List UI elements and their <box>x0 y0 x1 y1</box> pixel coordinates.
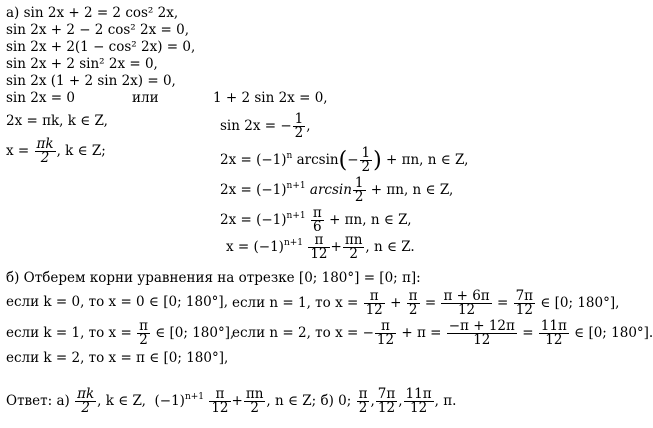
fraction <box>539 320 569 347</box>
expr: + πn, n ∈ Z, <box>386 152 469 168</box>
denominator: 12 <box>377 400 396 416</box>
arcsin-text: arcsin <box>292 152 339 168</box>
equation-text: sin 2x + 2 = 2 cos² 2x, <box>23 5 179 21</box>
denominator: 2 <box>361 159 371 175</box>
numerator: πn <box>344 232 363 248</box>
plus-sign: + <box>231 393 243 409</box>
numerator: 11π <box>540 318 567 334</box>
expr: 2x = (−1) <box>220 152 287 168</box>
denominator: 2 <box>139 332 148 348</box>
fraction <box>360 147 373 174</box>
denominator: 2 <box>408 302 418 318</box>
case-k2: если k = 2, то x = π ∈ [0; 180°], <box>6 350 229 366</box>
denominator: 6 <box>313 219 322 235</box>
case-k0: если k = 0, то x = 0 ∈ [0; 180°], <box>6 294 228 310</box>
line-r3: $2x = (-1)^n$ arcsin(− $\frac{1}{2}$ ) + πn, n ∈ Z, <box>220 145 469 175</box>
denominator: 12 <box>376 332 395 348</box>
denominator: 2 <box>294 125 304 141</box>
line-a7: 2x = πk, k ∈ Z, <box>6 113 108 129</box>
numerator: π <box>209 388 230 402</box>
case-n2 <box>232 320 653 347</box>
superscript: n+1 <box>286 181 306 191</box>
part-b-label: б) 0; <box>320 393 352 409</box>
fraction <box>357 388 370 415</box>
numerator: 1 <box>294 111 304 127</box>
line-a5: sin 2x (1 + 2 sin 2x) = 0, <box>6 73 176 89</box>
line-a1 <box>6 5 178 21</box>
plus-sign: + <box>390 295 402 311</box>
numerator: πk <box>77 386 95 402</box>
line-r4 <box>220 177 453 204</box>
fraction <box>514 290 535 317</box>
denominator: 2 <box>358 400 368 416</box>
case-n1 <box>232 290 619 317</box>
case-k1 <box>6 320 234 347</box>
fraction <box>375 320 396 347</box>
plus-sign: + <box>330 239 342 255</box>
numerator: 7π <box>515 288 534 304</box>
fraction <box>364 290 385 317</box>
fraction <box>376 388 397 415</box>
numerator: πn <box>245 386 264 402</box>
denominator: 2 <box>40 150 50 166</box>
expr: + π = <box>401 325 442 341</box>
line-r1: 1 + 2 sin 2x = 0, <box>213 90 328 106</box>
superscript: n+1 <box>184 392 205 402</box>
fraction <box>311 207 324 234</box>
fraction <box>353 177 366 204</box>
line-a2: sin 2x + 2 − 2 cos² 2x = 0, <box>6 22 189 38</box>
line-a6: sin 2x = 0 <box>6 90 75 106</box>
denominator: 12 <box>409 400 428 416</box>
superscript: n <box>286 151 293 161</box>
fraction <box>404 388 434 415</box>
line-r5 <box>220 207 412 234</box>
expr: x = <box>6 143 30 159</box>
numerator: π <box>312 205 322 221</box>
expr: , k ∈ Z, <box>97 393 146 409</box>
expr: + πn, n ∈ Z, <box>329 212 412 228</box>
expr: , <box>306 118 311 134</box>
denominator: 12 <box>457 302 476 318</box>
expr: если n = 1, то x = <box>232 295 359 311</box>
expr: если n = 2, то x = − <box>232 325 374 341</box>
numerator: πk <box>36 136 54 152</box>
line-r2 <box>220 113 311 140</box>
line-a4: sin 2x + 2 sin² 2x = 0, <box>6 56 158 72</box>
arcsin-text: arcsin <box>305 182 352 198</box>
expr: ∈ [0; 180°], <box>540 295 620 311</box>
fraction <box>441 290 491 317</box>
expr: (−1) <box>154 393 185 409</box>
denominator: 2 <box>354 189 364 205</box>
expr: 2x = (−1) <box>220 212 287 228</box>
numerator: 1 <box>354 175 364 191</box>
fraction <box>407 290 420 317</box>
expr: x = (−1) <box>226 239 284 255</box>
numerator: π <box>364 290 385 304</box>
fraction <box>293 113 306 140</box>
numerator: 7π <box>377 386 396 402</box>
numerator: π + 6π <box>443 288 490 304</box>
part-a-label: а) <box>6 5 20 21</box>
numerator: 1 <box>361 145 371 161</box>
numerator: π <box>139 318 148 334</box>
fraction <box>343 234 365 261</box>
line-a3: sin 2x + 2(1 − cos² 2x) = 0, <box>6 39 196 55</box>
numerator: π <box>375 320 396 334</box>
denominator: 12 <box>211 400 229 416</box>
denominator: 12 <box>310 246 328 262</box>
fraction <box>137 320 150 347</box>
denominator: 12 <box>365 302 383 318</box>
part-b-heading: б) Отберем корни уравнения на отрезке [0; 180°] = [0; π]: <box>6 270 421 286</box>
expr: sin 2x = − <box>220 118 292 134</box>
expr: если k = 1, то x = <box>6 325 132 341</box>
expr: ∈ [0; 180°]. <box>574 325 653 341</box>
denominator: 12 <box>473 332 491 348</box>
expr: ∈ [0; 180°], <box>155 325 235 341</box>
fraction <box>244 388 266 415</box>
expr: 2x = (−1) <box>220 182 287 198</box>
fraction <box>35 138 56 165</box>
numerator: −π + 12π <box>448 318 515 334</box>
equals-sign: = <box>522 325 534 341</box>
denominator: 2 <box>81 400 90 416</box>
numerator: π <box>358 386 368 402</box>
superscript: n+1 <box>286 211 306 221</box>
denominator: 2 <box>250 400 259 416</box>
equals-sign: = <box>496 295 509 311</box>
expr: , n ∈ Z; <box>266 393 317 409</box>
or-word: или <box>132 90 159 106</box>
fraction <box>308 234 329 261</box>
expr: , n ∈ Z. <box>365 239 415 255</box>
fraction <box>447 320 517 347</box>
numerator: 11π <box>405 386 432 402</box>
denominator: 12 <box>515 302 533 318</box>
line-r6 <box>226 234 415 261</box>
fraction <box>209 388 230 415</box>
numerator: π <box>408 288 418 304</box>
expr: , π. <box>434 393 457 409</box>
expr: + πn, n ∈ Z, <box>370 182 454 198</box>
denominator: 12 <box>545 332 563 348</box>
expr: , k ∈ Z; <box>56 143 106 159</box>
part-a-label: а) <box>56 393 70 409</box>
fraction <box>75 388 96 415</box>
equals-sign: = <box>424 295 437 311</box>
line-x-left <box>6 138 106 165</box>
answer-label: Ответ: <box>6 393 53 409</box>
numerator: π <box>308 234 329 248</box>
denominator: 2 <box>349 246 358 262</box>
answer-line: Ответ: а) $\frac{\pi k}{2}$ , k ∈ Z, $(-1)^{n+1}$ $\frac{\pi}{12}$ + $\frac{\pi n}{2}$ , n ∈ Z; б) 0; $\frac{\pi}{2}$ , $\frac{7\pi}{12}$ , $\frac{11\pi}{12}$ , π. <box>6 386 457 416</box>
superscript: n+1 <box>283 238 304 248</box>
